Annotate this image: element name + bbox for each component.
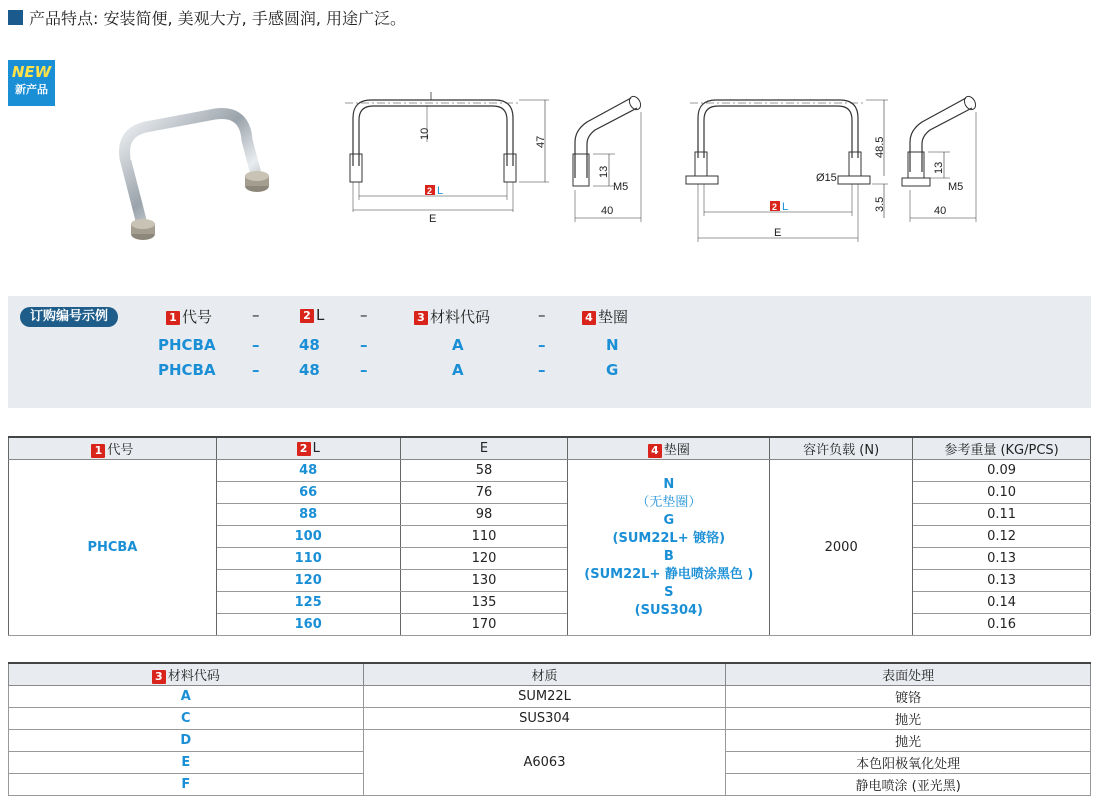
spec-L-cell: 160 [216, 614, 400, 636]
material-cell: SUS304 [363, 708, 726, 730]
spec-header-L: 2 L [216, 437, 400, 460]
dim-40: 40 [934, 205, 947, 217]
material-code-cell: F [9, 774, 364, 796]
spec-weight-cell: 0.14 [913, 592, 1091, 614]
spec-E-cell: 130 [400, 570, 568, 592]
new-badge-sub: 新产品 [15, 83, 48, 96]
spec-header-row [9, 437, 1091, 460]
features-heading [8, 6, 406, 29]
spec-weight-cell: 0.12 [913, 526, 1091, 548]
spec-load-cell: 2000 [770, 460, 913, 636]
order-dash: – [360, 361, 368, 379]
order-header-material: 3 材料代码 [414, 306, 490, 327]
material-code-cell: C [9, 708, 364, 730]
finish-cell: 本色阳极氧化处理 [726, 752, 1091, 774]
num-1-badge: 1 [166, 311, 180, 325]
spec-weight-cell: 0.09 [913, 460, 1091, 482]
material-code-cell: D [9, 730, 364, 752]
finish-cell: 抛光 [726, 708, 1091, 730]
order-header-L: 2 L [300, 306, 324, 324]
order-example-pill: 订购编号示例 [20, 307, 118, 327]
dim-13: 13 [933, 161, 945, 174]
spec-code-cell: PHCBA [9, 460, 217, 636]
finish-cell: 抛光 [726, 730, 1091, 752]
features-text: 产品特点: 安装简便, 美观大方, 手感圆润, 用途广泛。 [29, 9, 406, 28]
drawing-side-view-1 [565, 92, 685, 228]
label-E: E [774, 227, 782, 239]
order-dash: – [538, 306, 546, 324]
spec-gasket-cell: N （无垫圈） G (SUM22L+ 镀铬) B (SUM22L+ 静电喷涂黑色 ) S (SUS304) [568, 460, 770, 636]
num-1-badge: 1 [91, 444, 105, 458]
num-4-badge: 4 [582, 311, 596, 325]
finish-cell: 静电喷涂 (亚光黑) [726, 774, 1091, 796]
spec-E-cell: 58 [400, 460, 568, 482]
spec-L-cell: 100 [216, 526, 400, 548]
table-row [9, 730, 1091, 752]
order-row1-L: 48 [299, 336, 320, 354]
num-2-badge: 2 [427, 186, 433, 196]
order-dash: – [360, 336, 368, 354]
num-2-badge: 2 [300, 309, 314, 323]
finish-cell: 镀铬 [726, 686, 1091, 708]
dim-13: 13 [598, 165, 610, 178]
material-code-cell: E [9, 752, 364, 774]
order-example-section [8, 296, 1091, 408]
table-row [9, 708, 1091, 730]
spec-E-cell: 135 [400, 592, 568, 614]
spec-E-cell: 110 [400, 526, 568, 548]
spec-weight-cell: 0.11 [913, 504, 1091, 526]
dim-48-5: 48.5 [874, 136, 886, 158]
dim-phi15: Ø15 [816, 172, 837, 184]
spec-header-weight: 参考重量 (KG/PCS) [913, 437, 1091, 460]
order-dash: – [538, 361, 546, 379]
spec-weight-cell: 0.16 [913, 614, 1091, 636]
num-2-badge: 2 [297, 442, 311, 456]
material-cell: SUM22L [363, 686, 726, 708]
material-header-finish: 表面处理 [726, 663, 1091, 686]
spec-weight-cell: 0.13 [913, 570, 1091, 592]
drawing-front-view-1 [335, 88, 565, 228]
order-row1-gasket: N [606, 336, 619, 354]
spec-header-gasket: 4 垫圈 [568, 437, 770, 460]
spec-weight-cell: 0.10 [913, 482, 1091, 504]
spec-L-cell: 88 [216, 504, 400, 526]
spec-table [8, 436, 1091, 636]
spec-weight-cell: 0.13 [913, 548, 1091, 570]
order-row1-code: PHCBA [158, 336, 216, 354]
label-E: E [429, 213, 437, 225]
order-dash: – [252, 306, 260, 324]
material-cell: A6063 [363, 730, 726, 796]
material-header-row [9, 663, 1091, 686]
spec-E-cell: 170 [400, 614, 568, 636]
dim-10: 10 [419, 127, 431, 140]
spec-header-load: 容许负载 (N) [770, 437, 913, 460]
order-row2-code: PHCBA [158, 361, 216, 379]
spec-header-code: 1 代号 [9, 437, 217, 460]
order-dash: – [252, 336, 260, 354]
order-row2-material: A [452, 361, 464, 379]
table-row [9, 686, 1091, 708]
dim-3-5: 3.5 [874, 196, 886, 212]
material-code-cell: A [9, 686, 364, 708]
spec-L-cell: 125 [216, 592, 400, 614]
spec-E-cell: 76 [400, 482, 568, 504]
drawing-side-view-2 [900, 92, 1000, 228]
spec-L-cell: 66 [216, 482, 400, 504]
order-row2-L: 48 [299, 361, 320, 379]
order-dash: – [360, 306, 368, 324]
order-header-gasket: 4 垫圈 [582, 306, 628, 327]
spec-E-cell: 120 [400, 548, 568, 570]
num-4-badge: 4 [648, 444, 662, 458]
drawing-front-view-2 [680, 88, 895, 243]
table-row [9, 460, 1091, 482]
new-badge-label: NEW [11, 63, 52, 81]
dim-40: 40 [601, 205, 614, 217]
dim-m5: M5 [948, 181, 964, 193]
order-row2-gasket: G [606, 361, 619, 379]
square-bullet-icon [8, 10, 23, 25]
spec-header-E: E [400, 437, 568, 460]
material-header-code: 3 材料代码 [9, 663, 364, 686]
num-3-badge: 3 [152, 670, 166, 684]
label-L: L [437, 185, 444, 197]
num-3-badge: 3 [414, 311, 428, 325]
spec-L-cell: 110 [216, 548, 400, 570]
new-badge [8, 60, 55, 106]
spec-E-cell: 98 [400, 504, 568, 526]
order-dash: – [538, 336, 546, 354]
dim-m5: M5 [613, 181, 629, 193]
order-header-code: 1 代号 [166, 306, 212, 327]
material-header-material: 材质 [363, 663, 726, 686]
spec-L-cell: 48 [216, 460, 400, 482]
dim-47: 47 [535, 135, 547, 148]
order-row1-material: A [452, 336, 464, 354]
spec-L-cell: 120 [216, 570, 400, 592]
num-2-badge: 2 [772, 202, 778, 212]
label-L: L [782, 201, 789, 213]
material-table [8, 662, 1091, 796]
order-dash: – [252, 361, 260, 379]
product-photo-image [95, 100, 285, 250]
